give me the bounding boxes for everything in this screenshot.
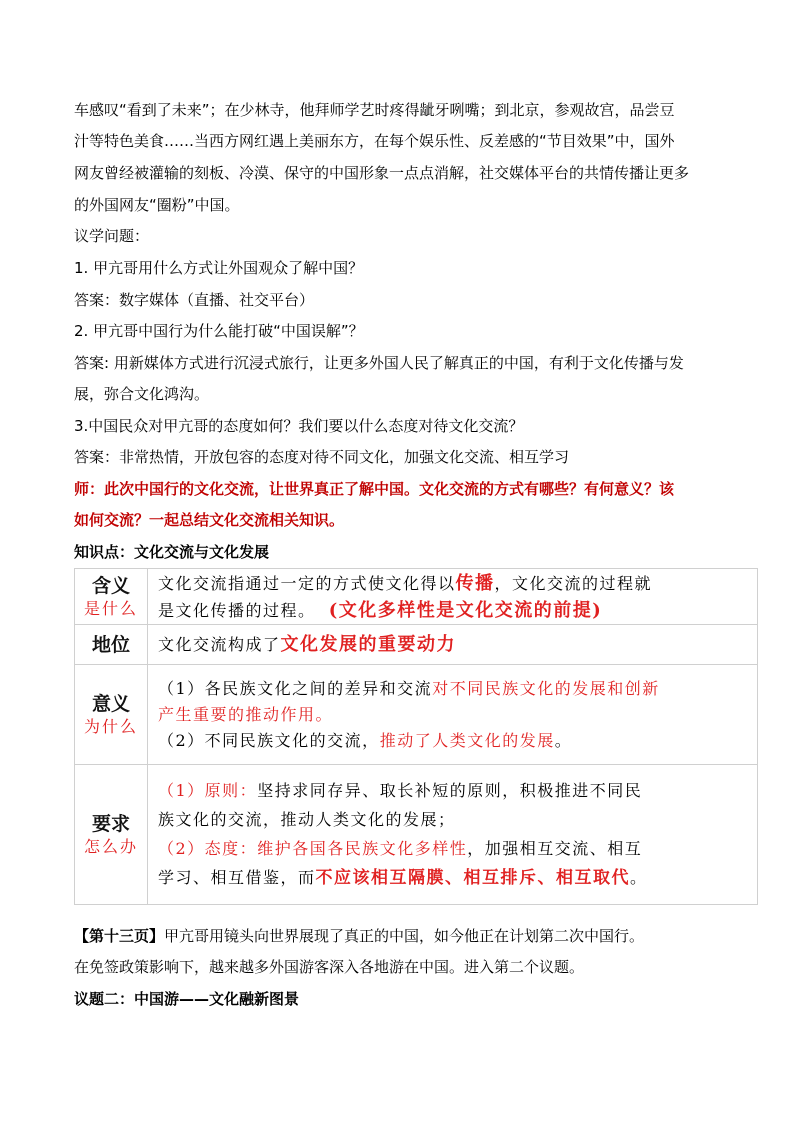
status-text: 文化交流构成了 xyxy=(158,635,281,654)
row-header-status xyxy=(75,625,148,665)
table-row xyxy=(75,765,758,905)
questions-heading: 议学问题： xyxy=(74,227,150,245)
meaning-highlight: 传播 xyxy=(455,572,495,594)
requirement-label: （2）态度： xyxy=(158,839,258,858)
significance-highlight: 对不同民族文化的发展和创新 xyxy=(432,678,660,698)
significance-text: （2）不同民族文化的交流， xyxy=(158,730,380,750)
page-marker: 【第十三页】 xyxy=(74,927,165,945)
significance-text: 。 xyxy=(554,730,573,750)
row-header-subtitle: 为什么 xyxy=(83,716,138,736)
row-header-significance xyxy=(75,665,148,765)
topic-two-heading: 议题二：中国游——文化融新图景 xyxy=(74,990,300,1008)
teacher-line: 如何交流？一起总结文化交流相关知识。 xyxy=(74,511,345,529)
requirement-highlight: 不应该相互隔膜、相互排斥、相互取代 xyxy=(315,868,631,888)
after-line: 在免签政策影响下，越来越多外国游客深入各地游在中国。进入第二个议题。 xyxy=(74,958,585,976)
significance-text: （1）各民族文化之间的差异和交流 xyxy=(158,678,433,698)
question-2: 2. 甲亢哥中国行为什么能打破“中国误解”？ xyxy=(74,322,364,340)
knowledge-title: 知识点：文化交流与文化发展 xyxy=(74,543,270,561)
answer-2-line: 展，弥合文化鸿沟。 xyxy=(74,385,210,403)
row-header-requirement xyxy=(75,765,148,905)
paragraph-line: 汁等特色美食……当西方网红遇上美丽东方，在每个娱乐性、反差感的“节目效果”中，国外 xyxy=(74,132,675,150)
row-header-meaning xyxy=(75,569,148,625)
after-text: 甲亢哥用镜头向世界展现了真正的中国，如今他正在计划第二次中国行。 xyxy=(164,927,645,945)
requirement-highlight: 维护各国各民族文化多样性 xyxy=(257,839,468,858)
row-content-requirement xyxy=(148,765,758,905)
row-content-meaning xyxy=(148,569,758,625)
answer-3: 答案：非常热情，开放包容的态度对待不同文化，加强文化交流、相互学习 xyxy=(74,448,570,466)
meaning-text: ，文化交流的过程就 xyxy=(494,573,653,593)
paragraph-line: 的外国网友“圈粉”中国。 xyxy=(74,196,240,214)
row-header-title: 要求 xyxy=(91,812,130,835)
question-3: 3.中国民众对甲亢哥的态度如何？我们要以什么态度对待文化交流？ xyxy=(74,417,524,435)
status-highlight: 文化发展的重要动力 xyxy=(280,634,457,655)
question-1: 1. 甲亢哥用什么方式让外国观众了解中国？ xyxy=(74,259,364,277)
row-header-title: 含义 xyxy=(91,574,130,597)
row-header-title: 地位 xyxy=(91,633,130,656)
paragraph-line: 网友曾经被灌输的刻板、冷漠、保守的中国形象一点点消解，社交媒体平台的共情传播让更多 xyxy=(74,164,690,182)
meaning-text: 是文化传播的过程。 xyxy=(158,600,316,620)
knowledge-table xyxy=(74,568,758,905)
requirement-text: 。 xyxy=(630,868,648,887)
paragraph-line: 车感叹“看到了未来”；在少林寺，他拜师学艺时疼得龇牙咧嘴；到北京，参观故宫，品尝豆 xyxy=(74,101,675,119)
after-line xyxy=(74,926,644,946)
row-header-subtitle: 是什么 xyxy=(83,598,138,618)
row-header-title: 意义 xyxy=(91,692,130,715)
requirement-label: （1）原则： xyxy=(158,781,258,800)
significance-highlight: 推动了人类文化的发展 xyxy=(379,730,555,750)
requirement-text: 学习、相互借鉴，而 xyxy=(158,868,316,887)
requirement-text: ，加强相互交流、相互 xyxy=(467,839,643,858)
answer-2-line: 答案: 用新媒体方式进行沉浸式旅行，让更多外国人民了解真正的中国，有利于文化传播与发 xyxy=(74,354,684,372)
significance-highlight: 产生重要的推动作用。 xyxy=(158,704,334,724)
requirement-text: 坚持求同存异、取长补短的原则，积极推进不同民 xyxy=(257,781,643,800)
requirement-text: 族文化的交流，推动人类文化的发展； xyxy=(158,810,456,829)
table-row xyxy=(75,569,758,625)
row-content-status xyxy=(148,625,758,665)
answer-1: 答案：数字媒体（直播、社交平台） xyxy=(74,291,315,309)
table-row xyxy=(75,665,758,765)
table-row xyxy=(75,625,758,665)
row-header-subtitle: 怎么办 xyxy=(83,836,138,856)
meaning-text: 文化交流指通过一定的方式使文化得以 xyxy=(158,573,456,593)
teacher-line: 师：此次中国行的文化交流，让世界真正了解中国。文化交流的方式有哪些？有何意义？该 xyxy=(74,480,675,498)
meaning-highlight: (文化多样性是文化交流的前提) xyxy=(328,599,603,621)
row-content-significance xyxy=(148,665,758,765)
